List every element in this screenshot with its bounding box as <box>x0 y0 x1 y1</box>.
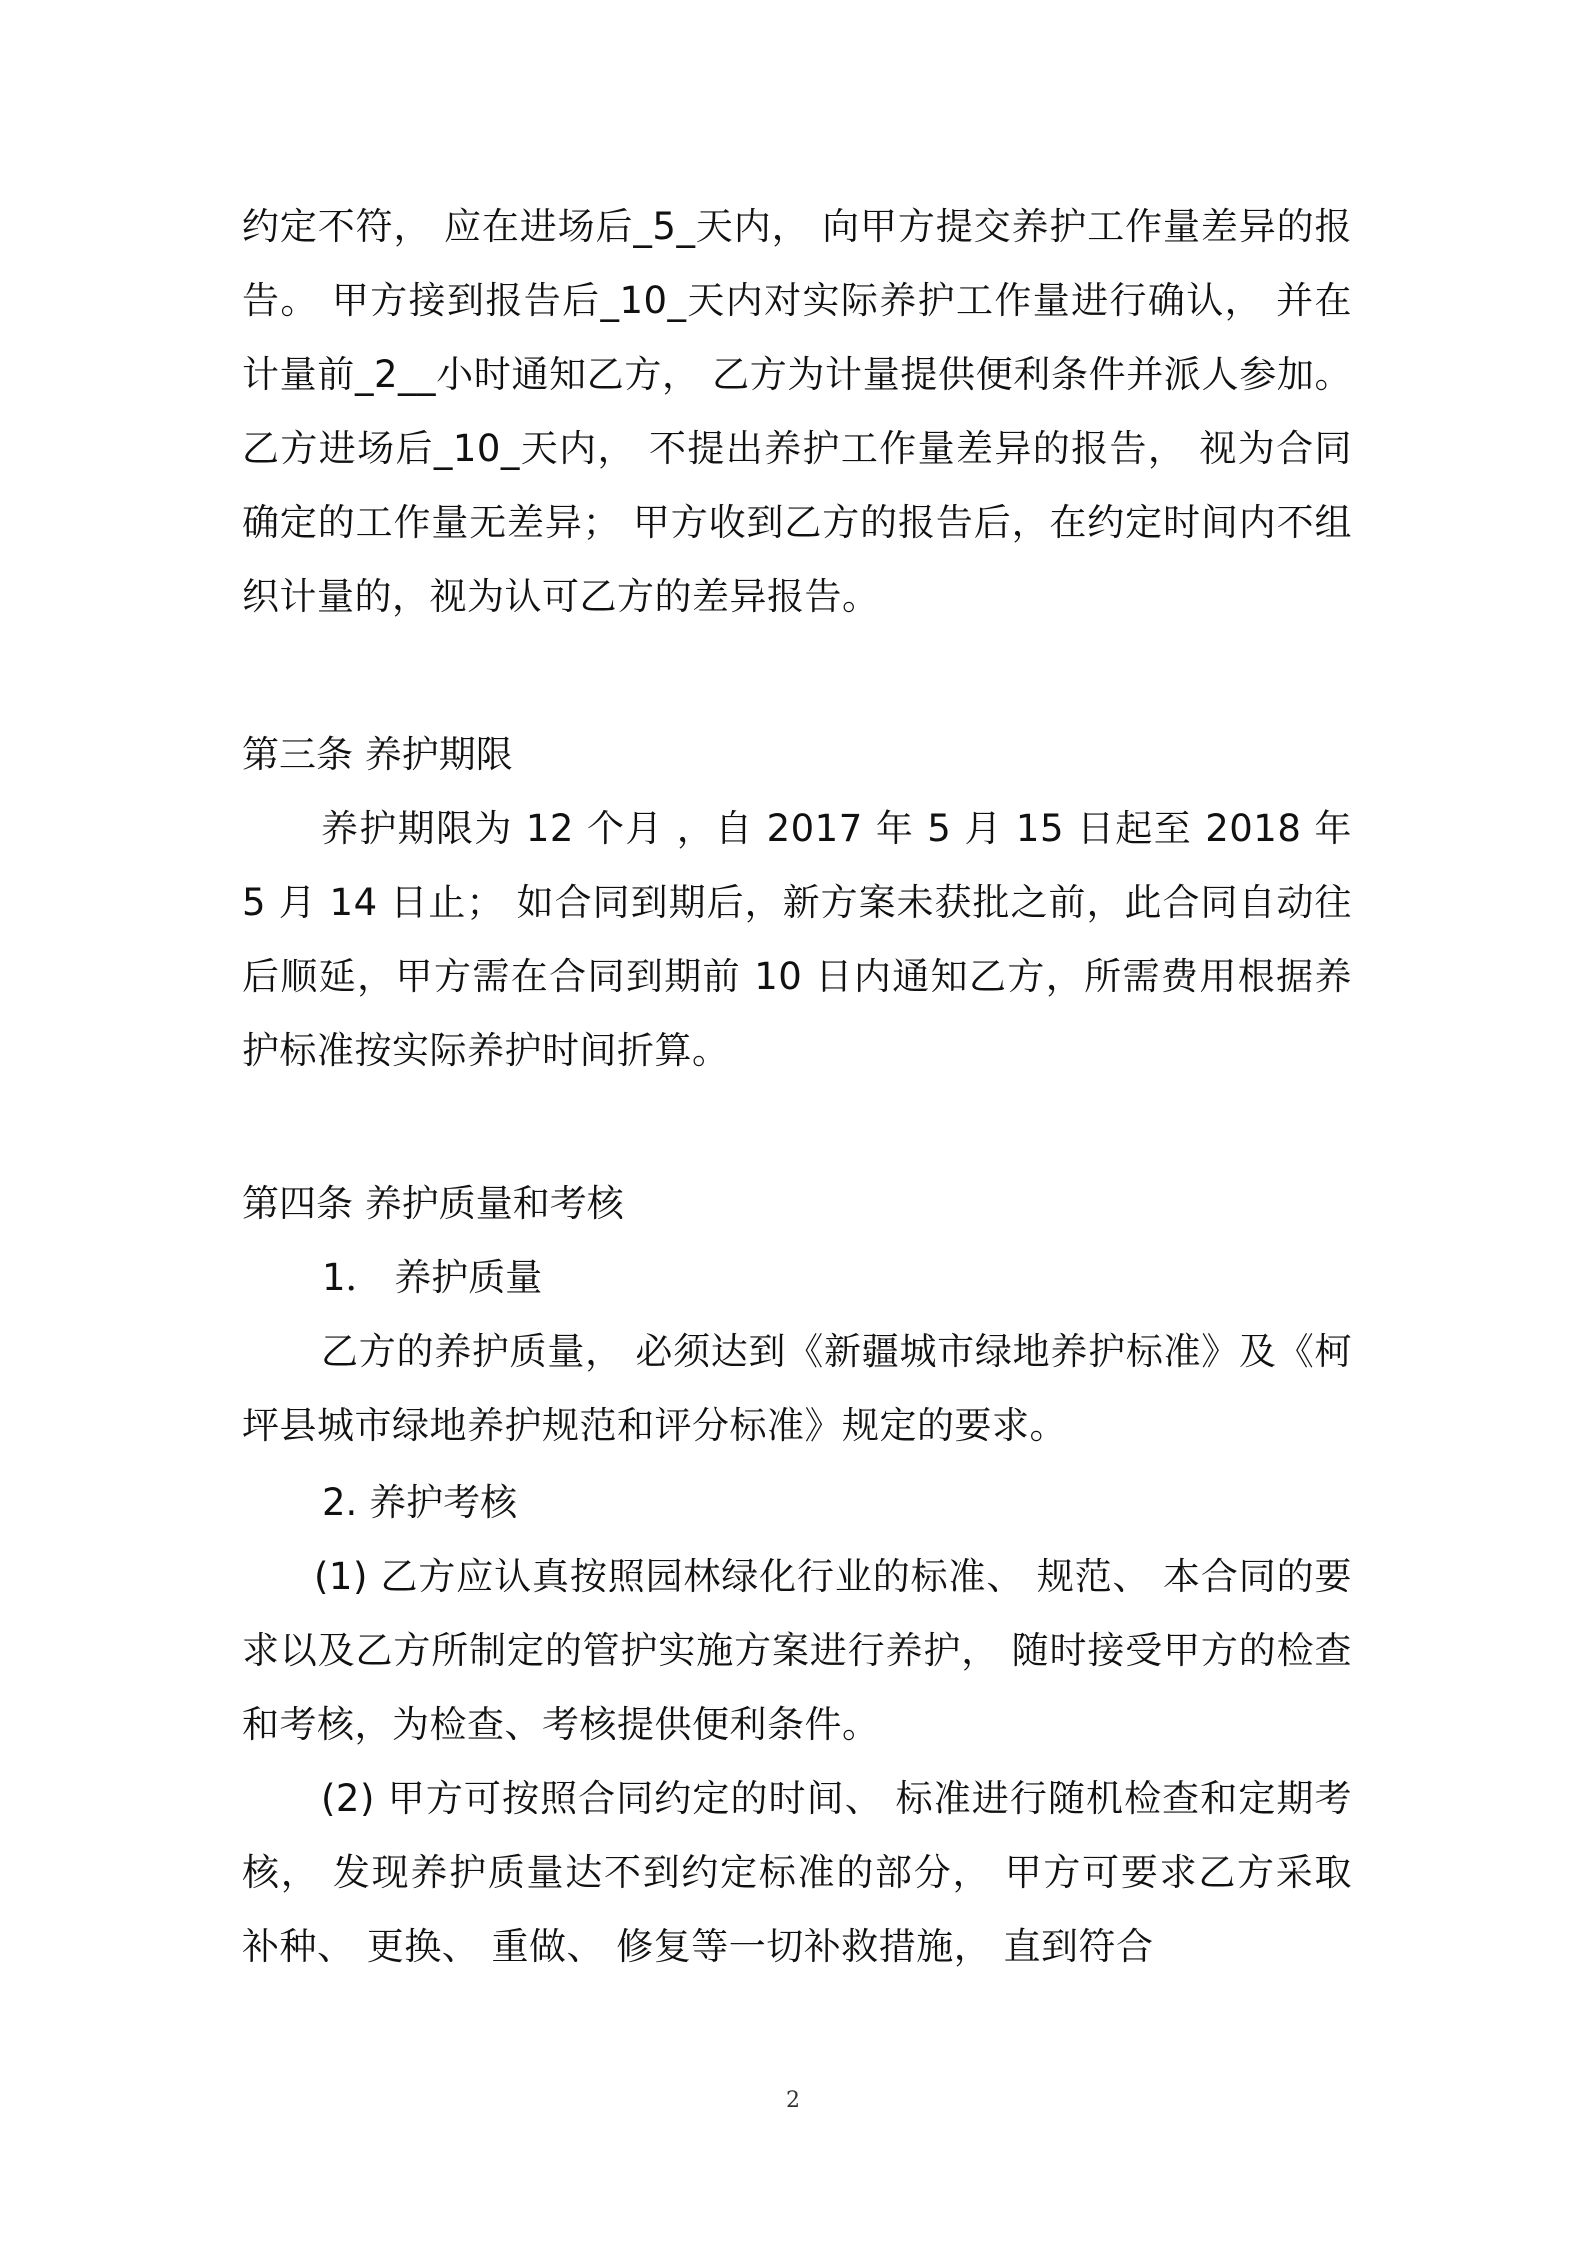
page-number: 2 <box>786 2088 800 2113</box>
paragraph-quality-standard: 乙方的养护质量， 必须达到《新疆城市绿地养护标准》及《柯坪县城市绿地养护规范和评分标准》规定的要求。 <box>242 1330 1352 1447</box>
paragraph-assessment-point-1: (1) 乙方应认真按照园林绿化行业的标准、 规范、 本合同的要求以及乙方所制定的管护实施方案进行养护， 随时接受甲方的检查和考核，为检查、考核提供便利条件。 <box>242 1555 1352 1746</box>
item-2-heading: 2. 养护考核 <box>322 1481 518 1524</box>
item-1-heading: 1． 养护质量 <box>322 1256 543 1299</box>
paragraph-workload-report: 约定不符， 应在进场后_5_天内， 向甲方提交养护工作量差异的报告。 甲方接到报告后_10_天内对实际养护工作量进行确认， 并在计量前_2__小时通知乙方， 乙方为计量提供便利条件并派人参加。 乙方进场后_10_天内， 不提出养护工作量差异的报告， 视为合同确定的工作量无差异； 甲方收到乙方的报告后，在约定时间内不组织计量的，视为认可乙方的差异报告。 <box>242 205 1352 618</box>
article-3-heading: 第三条 养护期限 <box>242 733 513 776</box>
paragraph-assessment-point-2: (2) 甲方可按照合同约定的时间、 标准进行随机检查和定期考核， 发现养护质量达不到约定标准的部分， 甲方可要求乙方采取补种、 更换、 重做、 修复等一切补救措施， 直到符合 <box>242 1777 1352 1968</box>
paragraph-maintenance-period: 养护期限为 12 个月 ，自 2017 年 5 月 15 日起至 2018 年 5 月 14 日止； 如合同到期后，新方案未获批之前，此合同自动往后顺延，甲方需在合同到期前 10 日内通知乙方，所需费用根据养护标准按实际养护时间折算。 <box>242 807 1352 1072</box>
article-4-heading: 第四条 养护质量和考核 <box>242 1182 624 1225</box>
